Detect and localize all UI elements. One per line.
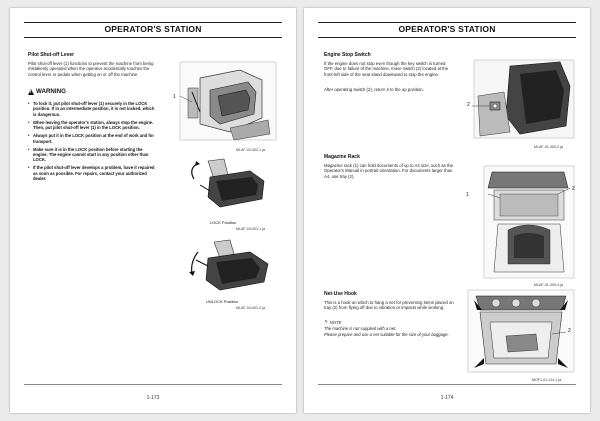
- fig2-code: MLAF-03-001-1 ja: [236, 227, 265, 231]
- section-title-magazine-rack: Magazine Rack: [324, 154, 360, 160]
- note-line-1: The machine is not supplied with a net.: [324, 326, 397, 331]
- net-use-hook-figure: [466, 288, 576, 376]
- fig1-code: MLAF-01-000-2 ja: [534, 145, 563, 149]
- fig2-callout-label-2: 2: [572, 186, 575, 192]
- magazine-rack-figure: [478, 164, 578, 282]
- page-header: OPERATOR'S STATION: [318, 22, 576, 38]
- footer-rule: [318, 384, 576, 385]
- warning-item: • If the pilot shut-off lever develops a problem, have it repaired as soon as possible. For repairs, contact your authorized dealer.: [28, 165, 156, 181]
- footer-rule: [24, 384, 282, 385]
- intro-paragraph: Pilot shut-off lever (1) functions to prevent the machine from being mistakenly operated when the operator accidentally touches the control lever or pedals when getting on or off the machine.: [28, 61, 154, 77]
- engine-stop-paragraph: If the engine does not stop even though the key switch is turned OFF, due to failure of the machine, move switch (2) located at the front-left side of the seat stand downward to stop the engine.: [324, 61, 449, 77]
- warning-triangle-icon: [28, 89, 34, 95]
- fig3-code: MOF1-01-114-1 ja: [532, 378, 562, 382]
- lock-position-figure: [180, 155, 280, 215]
- fig3-callout-label: 2: [568, 328, 571, 334]
- right-page: [304, 8, 590, 413]
- warning-item: • Make sure it is in the LOCK position before starting the engine. The engine cannot start in any position other than LOCK.: [28, 147, 156, 163]
- page-number: 1-174: [440, 395, 454, 401]
- note-heading: [324, 319, 342, 325]
- lock-position-caption: LOCK Position: [210, 220, 237, 225]
- unlock-position-caption: UNLOCK Position: [206, 299, 239, 304]
- magazine-rack-paragraph: Magazine rack (1) can hold documents of up to A4 size, such as the Operator's Manual in portrait orientation. For documents larger than A4, use tray (2).: [324, 163, 453, 179]
- warning-item: • To lock it, put pilot shut-off lever (1) securely in the LOCK position. If in an intermediate position, it is not locked, which is dangerous.: [28, 101, 156, 117]
- section-title-engine-stop: Engine Stop Switch: [324, 52, 371, 58]
- left-page: [10, 8, 296, 413]
- net-use-hook-paragraph: This is a hook on which to hang a net for preventing items placed on tray (2) from flying off due to vibration or impacts while working.: [324, 300, 454, 311]
- fig3-code: MLAF-04-001-2 ja: [236, 306, 265, 310]
- note-title: NOTE: [329, 319, 342, 325]
- pencil-icon: ✎: [324, 319, 328, 324]
- warning-title: WARNING: [36, 88, 66, 95]
- fig2-code: MLAF-01-000-4 ja: [534, 283, 563, 287]
- pilot-shutoff-lever-figure: [170, 58, 282, 148]
- engine-stop-switch-figure: [470, 56, 576, 144]
- warning-item: • When leaving the operator's station, always stop the engine. Then, put pilot shut-off lever (1) in the LOCK position.: [28, 120, 156, 131]
- engine-stop-paragraph-2: After operating switch (2), return it to the up position.: [324, 87, 424, 92]
- warning-list: [28, 101, 156, 184]
- note-line-2: Please prepare and use a net suitable for the size of your baggage.: [324, 332, 449, 337]
- fig2-callout-label-1: 1: [466, 192, 469, 198]
- unlock-position-figure: [178, 236, 282, 296]
- warning-heading: [28, 88, 66, 95]
- fig1-callout-label: 2: [467, 102, 470, 108]
- page-header: OPERATOR'S STATION: [24, 22, 282, 38]
- fig1-callout-label: 1: [173, 94, 176, 100]
- section-title-pilot-shutoff: Pilot Shut-off Lever: [28, 52, 75, 58]
- section-title-net-use-hook: Net-Use Hook: [324, 291, 357, 297]
- fig1-code: MLAF-03-002-1 ja: [236, 148, 265, 152]
- page-number: 1-173: [146, 395, 160, 401]
- warning-item: • Always put it in the LOCK position at the end of work and for transport.: [28, 133, 156, 144]
